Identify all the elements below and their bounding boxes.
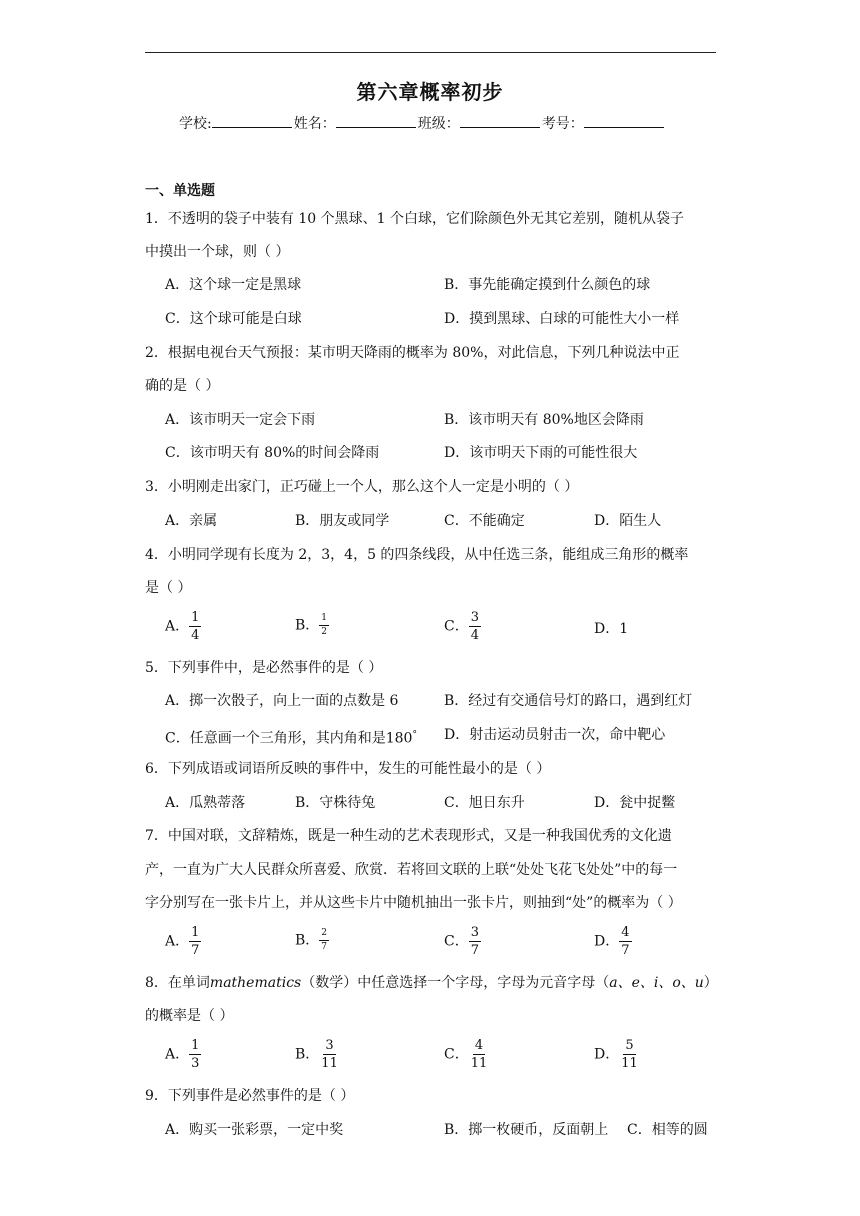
header-rule [145, 52, 716, 53]
fraction-denominator: 7 [621, 943, 630, 958]
q8-option-c[interactable] [444, 1039, 489, 1070]
q8-option-b[interactable] [295, 1039, 340, 1070]
q4-option-c-fraction [469, 611, 481, 642]
q8-option-d-label: D． [594, 1046, 620, 1063]
q7-option-c[interactable] [444, 926, 481, 957]
q5-option-a[interactable]: A．掷一次骰子，向上一面的点数是 6 [165, 693, 399, 709]
q8-stem-line2: 的概率是（ ） [145, 1008, 234, 1024]
q7-option-a[interactable] [165, 926, 201, 957]
q4-option-d[interactable]: D．1 [594, 621, 629, 637]
q9-option-b[interactable]: B．掷一枚硬币，反面朝上 [444, 1122, 609, 1138]
class-blank[interactable] [460, 115, 540, 128]
q7-option-b-fraction [319, 929, 329, 952]
q2-stem-line2: 确的是（ ） [145, 378, 220, 394]
q8-option-b-fraction [319, 1039, 340, 1070]
q5-option-d[interactable]: D．射击运动员射击一次，命中靶心 [444, 727, 666, 743]
degree-symbol: ° [412, 730, 417, 740]
q8-option-a[interactable] [165, 1039, 201, 1070]
fraction-denominator: 7 [321, 942, 328, 952]
student-info-line [179, 113, 666, 133]
exam-number-label: 考号： [541, 116, 584, 132]
q8-option-b-label: B． [295, 1046, 320, 1063]
q2-option-d[interactable]: D．该市明天下雨的可能性很大 [444, 445, 638, 461]
section-heading: 一、单选题 [145, 183, 215, 199]
q2-option-a[interactable]: A．该市明天一定会下雨 [165, 412, 316, 428]
q9-stem-line1: 9．下列事件是必然事件的是（ ） [145, 1088, 355, 1104]
fraction-denominator: 11 [621, 1056, 638, 1071]
q5-stem-line1: 5．下列事件中，是必然事件的是（ ） [145, 660, 383, 676]
fraction-denominator: 4 [470, 628, 479, 643]
q4-option-b-label: B． [295, 617, 320, 634]
q7-option-b[interactable] [295, 929, 329, 952]
q8-option-d[interactable] [594, 1039, 640, 1070]
q4-option-a[interactable] [165, 611, 201, 642]
q1-stem-line2: 中摸出一个球，则（ ） [145, 244, 290, 260]
q1-stem-line1: 1．不透明的袋子中装有 10 个黑球、1 个白球，它们除颜色外无其它差别，随机从袋子 [145, 211, 684, 227]
q8-option-d-fraction [619, 1039, 640, 1070]
q8-stem-text-a: 8．在单词 [145, 975, 210, 991]
name-blank[interactable] [336, 115, 416, 128]
q7-option-b-label: B． [295, 932, 320, 949]
fraction-denominator: 7 [470, 943, 479, 958]
q4-option-c[interactable] [444, 611, 481, 642]
page-title: 第六章概率初步 [356, 80, 504, 104]
fraction-numerator: 4 [621, 925, 630, 940]
q2-stem-line1: 2．根据电视台天气预报：某市明天降雨的概率为 80%，对此信息，下列几种说法中正 [145, 345, 680, 361]
fraction-denominator: 4 [191, 628, 200, 643]
q3-option-d[interactable]: D．陌生人 [594, 513, 662, 529]
q8-stem-text-b: （数学）中任意选择一个字母，字母为元音字母（ [301, 975, 610, 991]
q8-option-c-fraction [469, 1039, 490, 1070]
q3-option-a[interactable]: A．亲属 [165, 513, 218, 529]
name-label: 姓名： [293, 116, 336, 132]
school-blank[interactable] [212, 115, 292, 128]
q9-option-a[interactable]: A．购买一张彩票，一定中奖 [165, 1122, 344, 1138]
q9-option-c[interactable]: C．相等的圆 [627, 1122, 708, 1138]
class-label: 班级： [417, 116, 460, 132]
q6-option-d[interactable]: D．瓮中捉鳖 [594, 795, 676, 811]
q2-option-c[interactable]: C．该市明天有 80%的时间会降雨 [165, 445, 380, 461]
q2-option-b[interactable]: B．该市明天有 80%地区会降雨 [444, 412, 644, 428]
q7-option-d-fraction [619, 926, 631, 957]
fraction-denominator: 2 [321, 627, 328, 637]
q4-option-c-label: C． [444, 618, 469, 635]
q7-option-a-label: A． [165, 933, 190, 950]
fraction-numerator: 1 [191, 925, 200, 940]
q4-option-b[interactable] [295, 614, 329, 637]
q1-option-c[interactable]: C．这个球可能是白球 [165, 311, 302, 327]
q6-option-b[interactable]: B．守株待兔 [295, 795, 376, 811]
q7-option-d-label: D． [594, 933, 620, 950]
fraction-numerator: 1 [191, 610, 200, 625]
fraction-denominator: 11 [321, 1056, 338, 1071]
fraction-numerator: 2 [319, 929, 329, 941]
fraction-numerator: 5 [625, 1038, 634, 1053]
q8-stem-text-c: ） [703, 975, 718, 991]
q3-stem-line1: 3．小明刚走出家门，正巧碰上一个人，那么这个人一定是小明的（ ） [145, 479, 579, 495]
q8-option-a-label: A． [165, 1046, 190, 1063]
q8-option-a-fraction [189, 1039, 201, 1070]
q8-option-c-label: C． [444, 1046, 469, 1063]
fraction-numerator: 1 [191, 1038, 200, 1053]
q8-vowels: a、e、i、o、u [609, 975, 704, 991]
q8-stem-line1 [145, 974, 718, 992]
q7-stem-line1: 7．中国对联，文辞精炼，既是一种生动的艺术表现形式，又是一种我国优秀的文化遗 [145, 828, 672, 844]
fraction-numerator: 3 [325, 1038, 334, 1053]
q1-option-b[interactable]: B．事先能确定摸到什么颜色的球 [444, 277, 651, 293]
q6-option-a[interactable]: A．瓜熟蒂落 [165, 795, 246, 811]
q4-stem-line2: 是（ ） [145, 580, 192, 596]
fraction-numerator: 3 [470, 610, 479, 625]
q4-option-a-fraction [189, 611, 201, 642]
q3-option-b[interactable]: B．朋友或同学 [295, 513, 390, 529]
q8-word: mathematics [209, 975, 302, 991]
q6-stem-line1: 6．下列成语或词语所反映的事件中，发生的可能性最小的是（ ） [145, 761, 551, 777]
q1-option-a[interactable]: A．这个球一定是黑球 [165, 277, 302, 293]
q4-option-a-label: A． [165, 618, 190, 635]
q7-stem-line2: 产，一直为广大人民群众所喜爱、欣赏．若将回文联的上联“处处飞花飞处处”中的每一 [145, 862, 678, 878]
q7-option-a-fraction [189, 926, 201, 957]
q5-option-c-text: C．任意画一个三角形，其内角和是180 [165, 730, 413, 747]
q4-stem-line1: 4．小明同学现有长度为 2，3，4，5 的四条线段，从中任选三条，能组成三角形的概率 [145, 547, 689, 563]
fraction-denominator: 7 [191, 943, 200, 958]
school-label: 学校: [179, 116, 212, 132]
q5-option-b[interactable]: B．经过有交通信号灯的路口，遇到红灯 [444, 693, 693, 709]
q6-option-c[interactable]: C．旭日东升 [444, 795, 525, 811]
fraction-numerator: 3 [470, 925, 479, 940]
fraction-denominator: 3 [191, 1056, 200, 1071]
fraction-denominator: 11 [470, 1056, 488, 1071]
q7-stem-line3: 字分别写在一张卡片上，并从这些卡片中随机抽出一张卡片，则抽到“处”的概率为（ ） [145, 895, 682, 911]
q7-option-d[interactable] [594, 926, 632, 957]
fraction-numerator: 4 [474, 1038, 484, 1053]
q3-option-c[interactable]: C．不能确定 [444, 513, 525, 529]
q4-option-b-fraction [319, 614, 329, 637]
q7-option-c-label: C． [444, 933, 469, 950]
exam-number-blank[interactable] [584, 115, 664, 128]
q7-option-c-fraction [469, 926, 481, 957]
fraction-numerator: 1 [319, 614, 329, 626]
q1-option-d[interactable]: D．摸到黑球、白球的可能性大小一样 [444, 311, 680, 327]
q5-option-c[interactable] [165, 726, 417, 748]
